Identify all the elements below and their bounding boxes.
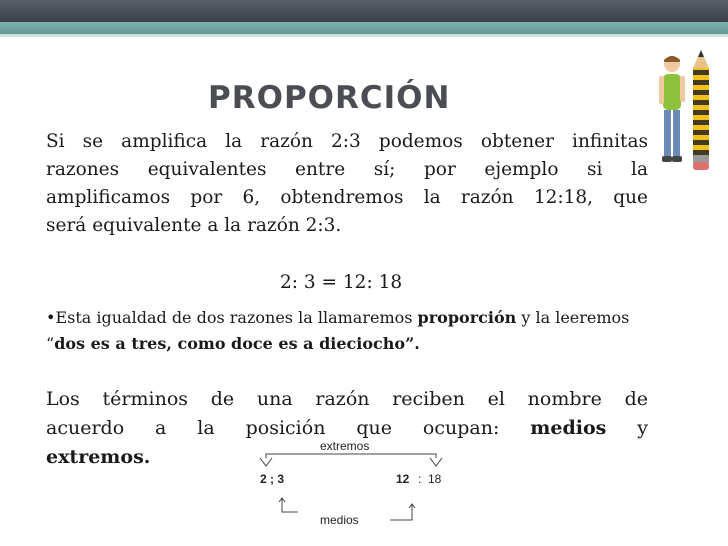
ratio-18: 18 xyxy=(428,472,442,486)
medios-right-connector xyxy=(390,504,412,520)
bullet-text-prefix: •Esta igualdad de dos razones la llamaremos xyxy=(46,308,418,327)
paragraph3-and: y xyxy=(606,417,648,439)
reading-phrase: dos es a tres, como doce es a dieciocho”. xyxy=(54,334,420,353)
paragraph3-line-1: Los términos de una razón reciben el nombre de xyxy=(46,388,648,410)
arrow-down-left-icon xyxy=(260,458,272,466)
ratio-sep: : xyxy=(418,472,422,486)
terms-diagram xyxy=(230,436,490,536)
term-extremos: extremos. xyxy=(46,446,151,468)
paragraph1-line-2: razones equivalentes entre sí; por ejemplo si la xyxy=(46,159,648,180)
label-extremos: extremos xyxy=(320,439,370,453)
label-medios: medios xyxy=(320,513,359,527)
ratio-12: 12 xyxy=(396,472,410,486)
top-accent-strip xyxy=(0,22,728,34)
term-medios: medios xyxy=(530,417,607,439)
proportion-equation: 2: 3 = 12: 18 xyxy=(280,272,403,293)
paragraph3-line2-text: acuerdo a la posición que ocupan: xyxy=(46,417,531,439)
paragraph-amplification xyxy=(46,128,648,240)
paragraph1-line-1: Si se amplifica la razón 2:3 podemos obtener infinitas xyxy=(46,131,648,152)
paragraph1-line-4: será equivalente a la razón 2:3. xyxy=(46,215,342,236)
paragraph1-line-3: amplificamos por 6, obtendremos la razón 12:18, que xyxy=(46,187,648,208)
arrow-down-right-icon xyxy=(430,458,442,466)
top-bar xyxy=(0,0,728,22)
bullet-proportion-definition xyxy=(46,305,648,357)
pencil-icon xyxy=(688,50,714,170)
term-proporcion: proporción xyxy=(417,308,517,327)
top-accent-line xyxy=(0,34,728,37)
extremos-bracket xyxy=(266,454,436,458)
student-figure-icon xyxy=(652,50,692,170)
medios-left-connector xyxy=(282,498,298,512)
ratio-2-3: 2 ; 3 xyxy=(260,472,285,486)
bullet-text-mid: y la leeremos “ xyxy=(46,308,630,353)
slide-title: PROPORCIÓN xyxy=(208,80,451,116)
